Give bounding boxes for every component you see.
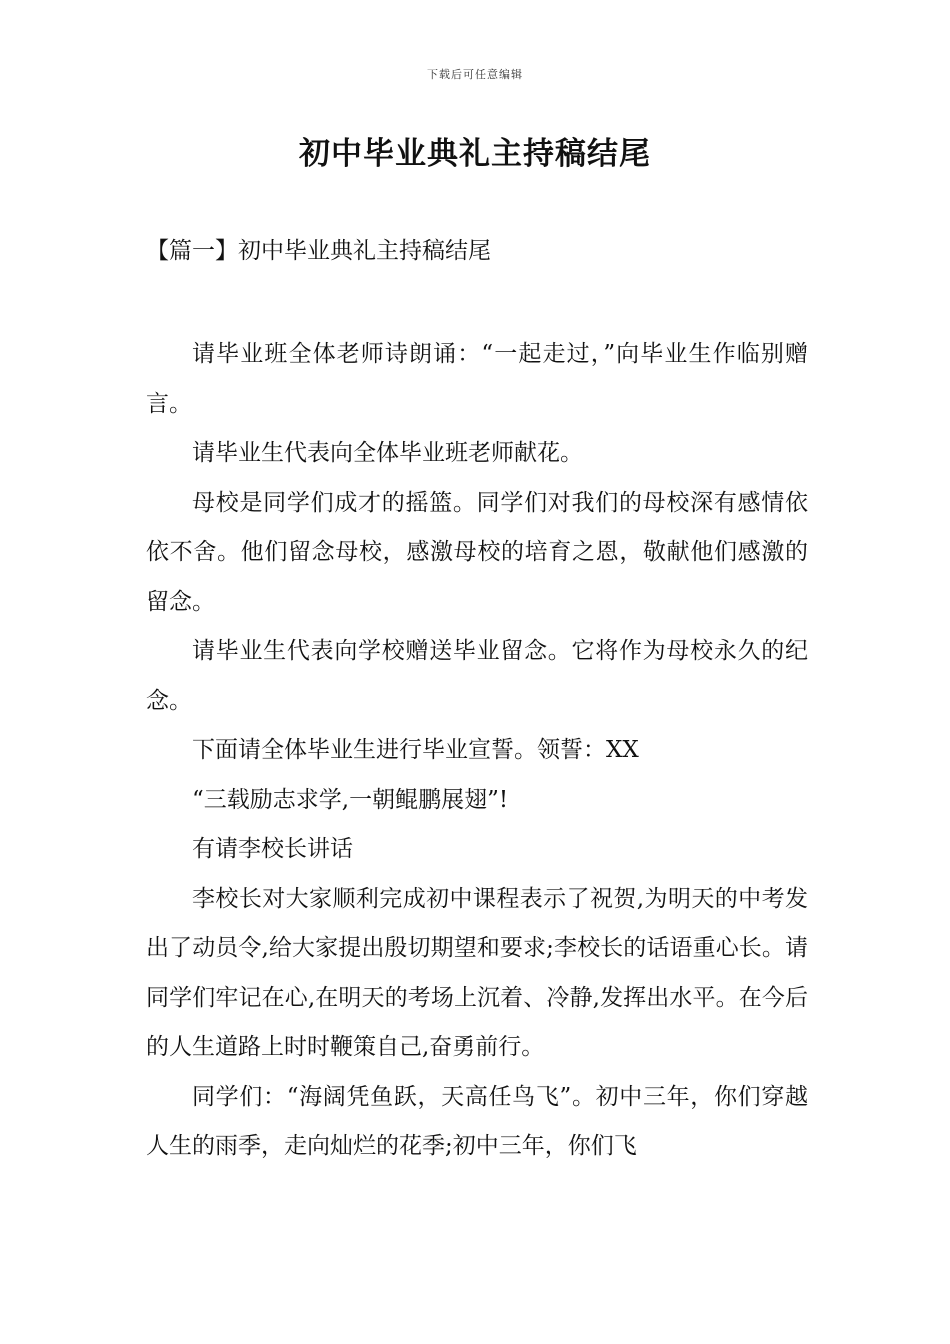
paragraph: 同学们：“海阔凭鱼跃，天高任鸟飞”。初中三年，你们穿越人生的雨季，走向灿烂的花季;初中三年，你们飞: [146, 1083, 808, 1159]
paragraph: 李校长对大家顺利完成初中课程表示了祝贺,为明天的中考发出了动员令,给大家提出殷切期望和要求;李校长的话语重心长。请同学们牢记在心,在明天的考场上沉着、冷静,发挥出水平。在今后的人生道路上时时鞭策自己,奋勇前行。: [146, 885, 808, 1060]
paragraph: 请毕业生代表向学校赠送毕业留念。它将作为母校永久的纪念。: [146, 638, 808, 714]
paragraph: “三载励志求学,一朝鲲鹏展翅”!: [192, 786, 509, 813]
paragraph: 母校是同学们成才的摇篮。同学们对我们的母校深有感情依依不舍。他们留念母校，感激母校的培育之恩，敬献他们感激的留念。: [146, 489, 808, 615]
document-title: 初中毕业典礼主持稿结尾: [299, 136, 651, 172]
paragraph: 请毕业班全体老师诗朗诵：“一起走过，”向毕业生作临别赠言。: [146, 341, 808, 417]
paragraph: 请毕业生代表向全体毕业班老师献花。: [192, 440, 583, 466]
page-header-note: 下载后可任意编辑: [427, 68, 523, 81]
document-body: [146, 330, 808, 1172]
section-heading: 【篇一】初中毕业典礼主持稿结尾: [146, 238, 491, 264]
paragraph: 下面请全体毕业生进行毕业宣誓。领誓：XX: [192, 737, 639, 763]
paragraph: 有请李校长讲话: [192, 836, 353, 862]
